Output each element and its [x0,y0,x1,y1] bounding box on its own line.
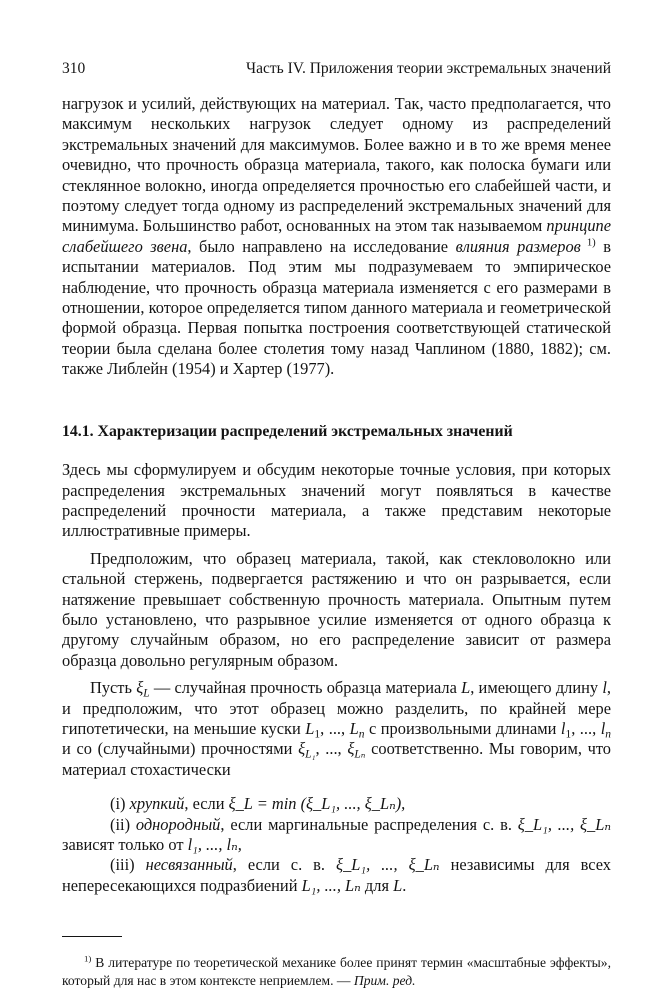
paragraph-text: — случайная прочность образца материала [149,678,462,698]
paragraph-text: , ..., [320,718,350,738]
paragraph-4 [62,678,611,780]
list-label: (i) [110,794,126,814]
paragraph-text: , и предположим, что этот образец можно разделить, по крайней мере гипотетически, на меньшие куски [62,678,612,738]
footnote [62,954,611,990]
paragraph-1 [62,94,611,380]
footnote-text: В литературе по теоретической механике более принят термин «масштабные эффекты», который для нас в этом контексте неприемлем. — [62,954,611,988]
math-subscript: L₁ [305,748,316,761]
math-symbol: l [602,678,607,698]
math-symbol: ξ [298,739,306,759]
math-subscript: 1 [314,728,321,741]
math-symbol: L [349,718,359,738]
footnote-editor-note: Прим. ред. [353,972,416,988]
math-subscript: n [605,728,611,741]
running-title: Часть IV. Приложения теории экстремальных значений [246,60,611,77]
section-heading: 14.1. Характеризации распределений экстремальных значений [62,422,513,440]
paragraph-text: и со (случайными) прочностями [62,739,299,759]
list-text: , если с. в. [232,855,337,875]
math-subscript: Lₙ [354,748,366,761]
paragraph-3: Предположим, что образец материала, такой, как стекловолокно или стальной стержень, подвергается растяжению и что он разрывается, если натяжение превышает собственную прочность материала. Опытным путем было установлено, что разрывное усилие изменяется от одного образца к другому случайным образом, но его распределение зависит от размера образца довольно регулярным образом. [62,548,611,670]
emphasis-text: хрупкий [129,794,185,814]
math-formula: ξ_L₁, ..., ξ_Lₙ [517,814,611,834]
paragraph-text: Пусть [90,678,137,698]
paragraph-text: с произвольными длинами [364,718,561,738]
paragraph-text: нагрузок и усилий, действующих на материал. Так, часто предполагается, что максимум нескольких нагрузок следует одному из распределений экстремальных значений для максимумов. Более важно и в то же время менее очевидно, что прочность образца материала, такого, как полоска бумаги или стеклянное волокно, иногда определяется прочностью его слабейшей части, и поэтому следует тогда одному из распределений экстремальных значений для минимума. Большинство работ, основанных на этом так называемом [62,94,611,236]
math-symbol: L [461,678,471,698]
math-subscript: n [358,728,365,741]
page-body [62,94,611,896]
math-symbol: L [305,718,315,738]
list-label: (iii) [110,855,135,875]
math-subscript: L [143,687,150,700]
math-subscript: 1 [565,728,572,741]
list-text: , если маргинальные распределения с. в. [220,814,518,834]
list-text: . [402,875,407,895]
list-text: , если [184,794,229,814]
emphasis-text: однородный [135,814,221,834]
paragraph-2: Здесь мы сформулируем и обсудим некоторые точные условия, при которых распределения экстремальных значений могут появляться в качестве распределений прочности материала, а также представим некоторые иллюстративные примеры. [62,460,611,541]
list-label: (ii) [110,814,131,834]
math-symbol: L [393,875,403,895]
paragraph-text: , было направлено на исследование [187,236,456,256]
list-text: для [360,875,394,895]
math-formula: ξ_L = min (ξ_L₁, ..., ξ_Lₙ), [228,794,406,814]
running-header [62,60,611,84]
paragraph-text: , ..., [315,739,348,759]
footnote-marker: 1) [580,237,596,249]
math-symbol: ξ [136,678,144,698]
paragraph-text: в испытании материалов. Под этим мы подразумеваем то эмпирическое наблюдение, что прочность образца материала изменяется с его размерами в отношении, которое определяется типом данного материала и геометрической формой образца. Первая попытка построения соответствующей статической теории была сделана более столетия тому назад Чаплином (1880, 1882); см. также Либлейн (1954) и Хартер (1977). [62,236,611,379]
math-formula: ξ_L₁, ..., ξ_Lₙ [336,855,440,875]
emphasis-text: несвязанный [145,855,233,875]
list-text: независимы для всех непересекающихся подразбиений [62,855,612,895]
math-formula: l₁, ..., lₙ, [187,835,242,854]
footnote-marker: 1) [84,953,92,964]
math-symbol: l [560,718,566,738]
list-item-unrelated [62,855,611,896]
math-symbol: l [600,718,606,738]
page-number: 310 [62,60,86,77]
math-formula: L₁, ..., Lₙ [301,875,361,895]
math-symbol: ξ [347,739,355,759]
emphasis-text: влияния размеров [455,236,581,256]
paragraph-text: соответственно. Мы говорим, что материал стохастически [62,739,611,779]
list-item-homogeneous [62,815,611,856]
list-item-brittle [62,794,611,814]
emphasis-text: принципе слабейшего звена [62,216,611,256]
paragraph-text: , имеющего длину [470,678,603,698]
list-text: зависят только от [62,835,188,854]
paragraph-text: , ..., [571,718,601,738]
footnote-rule [62,936,122,937]
